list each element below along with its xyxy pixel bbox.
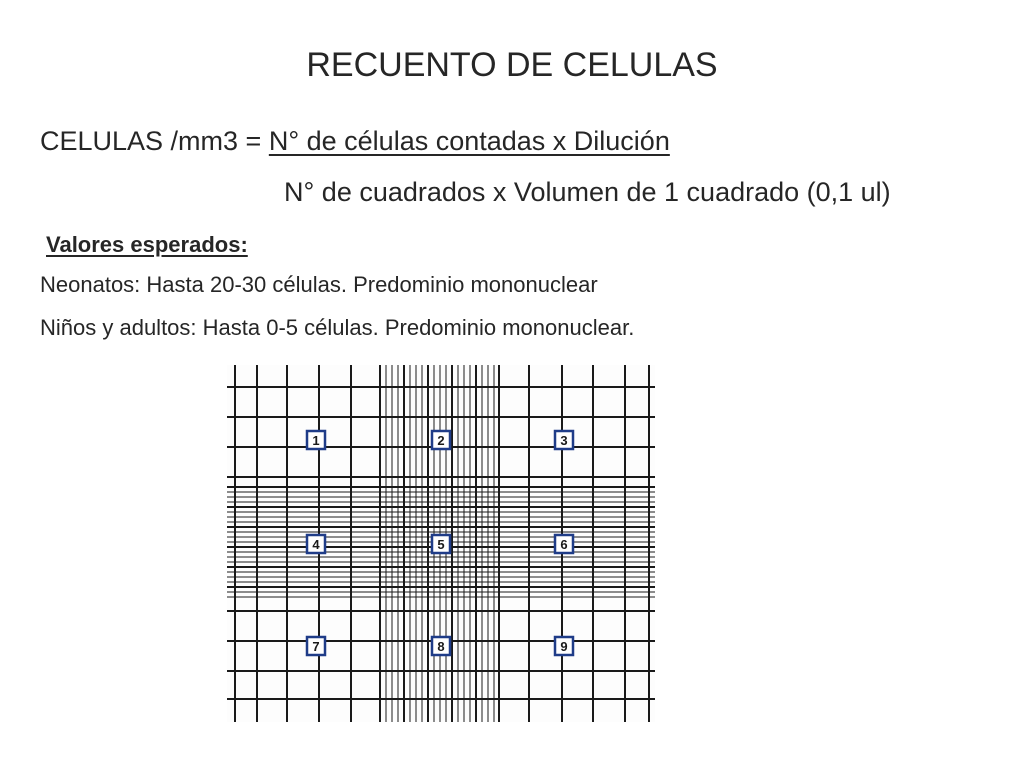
counting-square-9 xyxy=(555,637,573,655)
formula-numerator-line xyxy=(40,126,670,157)
counting-square-4 xyxy=(307,535,325,553)
counting-square-label: 3 xyxy=(560,433,568,448)
formula-denominator: N° de cuadrados x Volumen de 1 cuadrado (0,1 ul) xyxy=(284,177,891,207)
counting-square-label: 1 xyxy=(312,433,320,448)
counting-square-label: 7 xyxy=(312,639,320,654)
counting-square-label: 4 xyxy=(312,537,320,552)
formula-numerator: N° de células contadas x Dilución xyxy=(268,126,670,156)
neubauer-grid-diagram xyxy=(227,365,655,722)
counting-square-1 xyxy=(307,431,325,449)
counting-chamber-grid xyxy=(227,365,655,722)
formula-lhs: CELULAS /mm3 = xyxy=(40,126,269,156)
counting-square-6 xyxy=(555,535,573,553)
slide-title: RECUENTO DE CELULAS xyxy=(306,46,718,84)
counting-square-3 xyxy=(555,431,573,449)
expected-children-adults: Niños y adultos: Hasta 0-5 células. Predominio mononuclear. xyxy=(40,315,635,340)
counting-square-label: 8 xyxy=(437,639,445,654)
expected-neonates: Neonatos: Hasta 20-30 células. Predominio mononuclear xyxy=(40,272,598,297)
counting-square-label: 6 xyxy=(560,537,568,552)
counting-square-2 xyxy=(432,431,450,449)
counting-square-label: 5 xyxy=(437,537,445,552)
counting-square-7 xyxy=(307,637,325,655)
counting-square-label: 9 xyxy=(560,639,568,654)
counting-square-label: 2 xyxy=(437,433,445,448)
counting-square-5 xyxy=(432,535,450,553)
counting-square-8 xyxy=(432,637,450,655)
expected-values-heading: Valores esperados: xyxy=(46,232,248,257)
